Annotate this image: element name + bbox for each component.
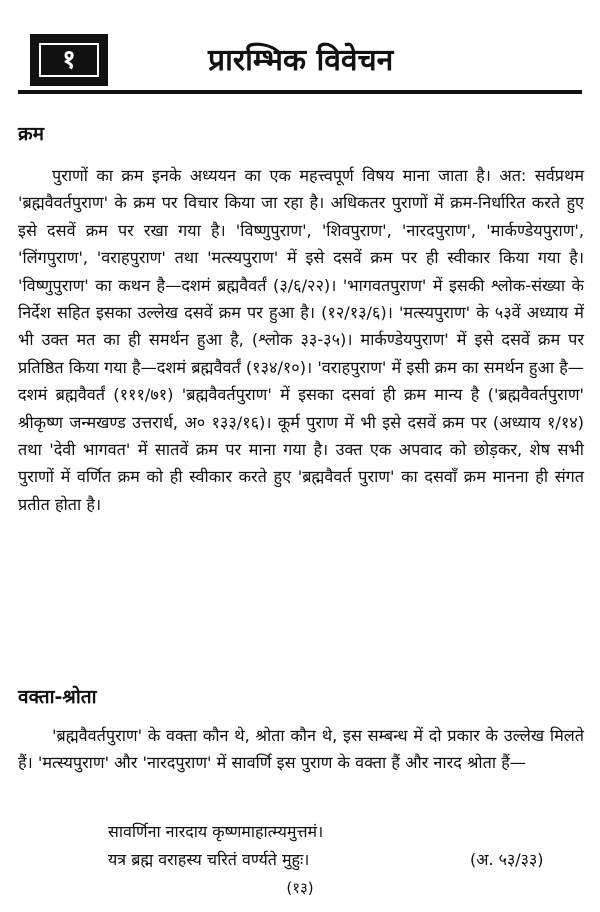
paragraph-vakta-shrota-text: 'ब्रह्मवैवर्तपुराण' के वक्ता कौन थे, श्रोता कौन थे, इस सम्बन्ध में दो प्रकार के उल्लेख मिलते हैं। 'मत्स्यपुराण' और 'नारदपुराण' में सावर्णि इस पुराण के वक्ता हैं और नारद श्रोता हैं— — [18, 726, 584, 773]
section-heading-krama: क्रम — [18, 123, 44, 145]
page-number: (१३) — [286, 879, 314, 897]
chapter-number: १ — [62, 45, 76, 75]
verse-reference: (अ. ५३/३३) — [470, 850, 544, 869]
section-heading-vakta-shrota: वक्ता-श्रोता — [18, 686, 97, 708]
paragraph-vakta-shrota — [18, 722, 584, 777]
chapter-title: प्रारम्भिक विवेचन — [208, 43, 394, 78]
paragraph-krama — [18, 162, 584, 518]
chapter-header — [18, 30, 582, 94]
verse-line-1: सावर्णिना नारदाय कृष्णमाहात्म्यमुत्तमं। — [108, 822, 324, 841]
verse-line-2: यत्र ब्रह्म वराहस्य चरितं वर्ण्यते मुहुः। — [108, 850, 310, 869]
paragraph-krama-text: पुराणों का क्रम इनके अध्ययन का एक महत्त्वपूर्ण विषय माना जाता है। अत: सर्वप्रथम 'ब्रह्मवैवर्तपुराण' के क्रम पर विचार किया जा रहा है। अधिकतर पुराणों में क्रम-निर्धारित करते हुए इसे दसवें क्रम पर रखा गया है। 'विष्णुपुराण', 'शिवपुराण', 'नारदपुराण', 'मार्कण्डेयपुराण', 'लिंगपुराण', 'वराहपुराण' तथा 'मत्स्यपुराण' में इसे दसवें क्रम पर ही स्वीकार किया गया है। 'विष्णुपुराण' का कथन है—दशमं ब्रह्मवैवर्तं (३/६/२२)। 'भागवतपुराण' में इसकी श्लोक-संख्या के निर्देश सहित इसका उल्लेख दसवें क्रम पर हुआ है। (१२/१३/६)। 'मत्स्यपुराण' के ५३वें अध्याय में भी उक्त मत का ही समर्थन हुआ है, (श्लोक ३३-३५)। मार्कण्डेयपुराण' में इसे दसवें क्रम पर प्रतिष्ठित किया गया है—दशमं ब्रह्मवैवर्तं (१३४/१०)। 'वराहपुराण' में इसी क्रम का समर्थन हुआ है—दशमं ब्रह्मवैवर्तं (१११/७१) 'ब्रह्मवैवर्तपुराण' में इसका दसवां ही क्रम मान्य है ('ब्रह्मवैवर्तपुराण' श्रीकृष्ण जन्मखण्ड उत्तरार्ध, अ० १३३/१६)। कूर्म पुराण में भी इसे दसवें क्रम पर (अध्याय १/१४) तथा 'देवी भागवत' में सातवें क्रम पर माना गया है। उक्त एक अपवाद को छोड़कर, शेष सभी पुराणों में वर्णित क्रम को ही स्वीकार करते हुए 'ब्रह्मवैवर्त पुराण' का दसवाँ क्रम मानना ही संगत प्रतीत होता है। — [18, 166, 584, 514]
chapter-number-box — [30, 34, 108, 86]
